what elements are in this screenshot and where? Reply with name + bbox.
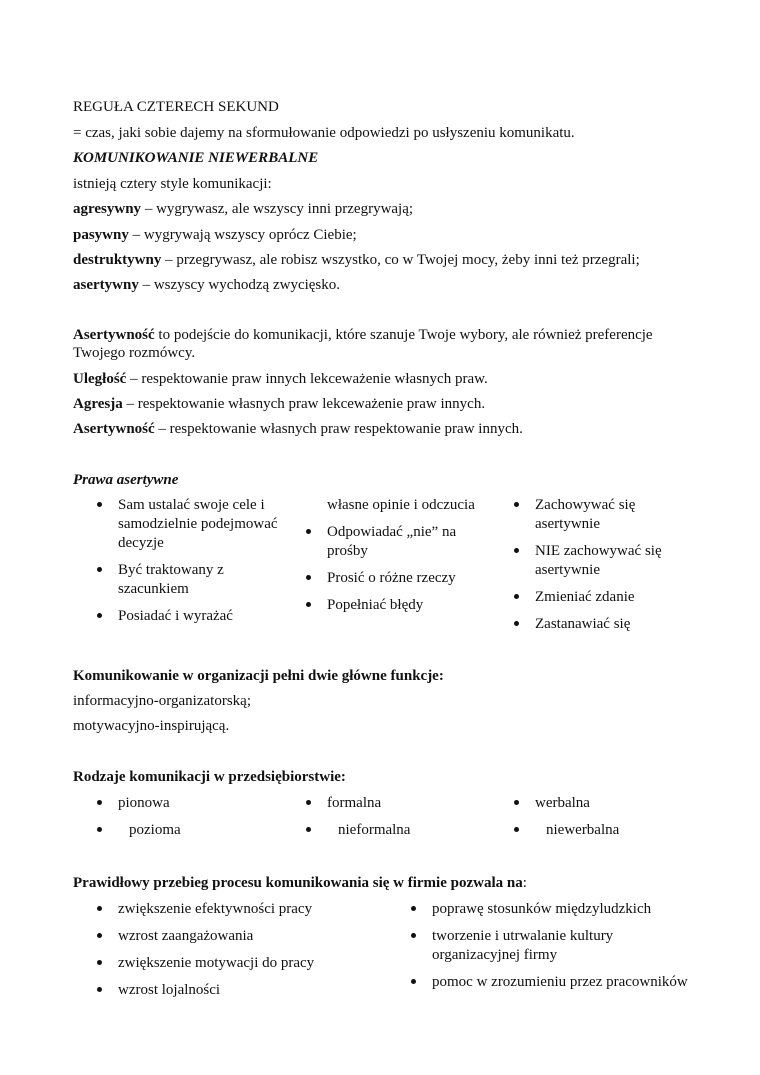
list-item <box>510 821 690 840</box>
rights-heading: Prawa asertywne <box>73 472 179 488</box>
definition-desc: – respektowanie praw innych lekceważenie własnych praw. <box>126 371 488 387</box>
list-item: Zastanawiać się <box>510 615 690 634</box>
list-item <box>93 821 283 840</box>
process-heading-text: Prawidłowy przebieg procesu komunikowania się w firmie pozwala na <box>73 875 523 891</box>
list-item: Być traktowany z szacunkiem <box>93 561 283 599</box>
style-destructive <box>73 251 640 269</box>
list-item: pionowa <box>93 794 283 813</box>
definition-submission <box>73 370 488 388</box>
nonverbal-heading: KOMUNIKOWANIE NIEWERBALNE <box>73 150 319 166</box>
style-assertive <box>73 276 340 294</box>
definition-term: Agresja <box>73 396 123 412</box>
types-heading: Rodzaje komunikacji w przedsiębiorstwie: <box>73 769 346 785</box>
types-column-2 <box>302 794 492 840</box>
process-heading <box>73 874 527 892</box>
definition-term: Uległość <box>73 371 127 387</box>
rights-column-3 <box>510 496 690 634</box>
definition-desc: – respektowanie własnych praw lekceważenie praw innych. <box>122 396 486 412</box>
style-desc: – wygrywają wszyscy oprócz Ciebie; <box>128 227 357 243</box>
list-item: Popełniać błędy <box>302 596 497 615</box>
definition-aggression <box>73 395 485 413</box>
list-item-text: niewerbalna <box>546 822 620 838</box>
process-heading-colon: : <box>522 875 527 891</box>
definition-assertiveness <box>73 420 523 438</box>
styles-intro: istnieją cztery style komunikacji: <box>73 176 272 192</box>
rule-title: REGUŁA CZTERECH SEKUND <box>73 99 279 115</box>
types-column-1 <box>93 794 283 840</box>
list-item-text: pozioma <box>129 822 181 838</box>
process-column-1 <box>93 900 393 1000</box>
style-term: asertywny <box>73 277 139 293</box>
list-item: tworzenie i utrwalanie kultury organizacyjnej firmy <box>407 927 632 965</box>
rights-column-2 <box>302 496 497 615</box>
list-item: Zmieniać zdanie <box>510 588 690 607</box>
list-item: poprawę stosunków międzyludzkich <box>407 900 707 919</box>
list-item: Sam ustalać swoje cele i samodzielnie podejmować decyzje <box>93 496 283 553</box>
style-aggressive <box>73 200 413 218</box>
rule-definition: = czas, jaki sobie dajemy na sformułowanie odpowiedzi po usłyszeniu komunikatu. <box>73 125 575 141</box>
org-item: motywacyjno-inspirującą. <box>73 718 230 734</box>
style-passive <box>73 226 357 244</box>
style-desc: – wszyscy wychodzą zwycięsko. <box>138 277 341 293</box>
list-item: Odpowiadać „nie” na prośby <box>302 523 497 561</box>
org-heading: Komunikowanie w organizacji pełni dwie główne funkcje: <box>73 668 444 684</box>
assertiveness-desc: to podejście do komunikacji, które szanuje Twoje wybory, ale również preferencje Twojego rozmówcy. <box>73 327 653 361</box>
style-term: agresywny <box>73 201 142 217</box>
list-item: zwiększenie efektywności pracy <box>93 900 393 919</box>
definition-term: Asertywność <box>73 421 155 437</box>
style-term: pasywny <box>73 227 129 243</box>
types-column-3 <box>510 794 690 840</box>
list-item: Prosić o różne rzeczy <box>302 569 497 588</box>
list-item: zwiększenie motywacji do pracy <box>93 954 393 973</box>
list-item: wzrost zaangażowania <box>93 927 393 946</box>
list-item: formalna <box>302 794 492 813</box>
assertiveness-paragraph <box>73 326 673 362</box>
list-item: Posiadać i wyrażać <box>93 607 283 626</box>
definition-desc: – respektowanie własnych praw respektowanie praw innych. <box>154 421 523 437</box>
list-item: NIE zachowywać się asertywnie <box>510 542 690 580</box>
list-item: werbalna <box>510 794 690 813</box>
list-item: pomoc w zrozumieniu przez pracowników <box>407 973 707 992</box>
style-term: destruktywny <box>73 252 162 268</box>
style-desc: – przegrywasz, ale robisz wszystko, co w Twojej mocy, żeby inni też przegrali; <box>161 252 640 268</box>
list-item: wzrost lojalności <box>93 981 393 1000</box>
list-item-text: nieformalna <box>338 822 411 838</box>
list-item <box>302 821 492 840</box>
list-item-continuation: własne opinie i odczucia <box>327 497 475 513</box>
list-item: Zachowywać się asertywnie <box>510 496 690 534</box>
assertiveness-term: Asertywność <box>73 327 155 343</box>
rights-column-1 <box>93 496 283 626</box>
process-column-2 <box>407 900 707 992</box>
style-desc: – wygrywasz, ale wszyscy inni przegrywają; <box>141 201 414 217</box>
org-item: informacyjno-organizatorską; <box>73 693 251 709</box>
